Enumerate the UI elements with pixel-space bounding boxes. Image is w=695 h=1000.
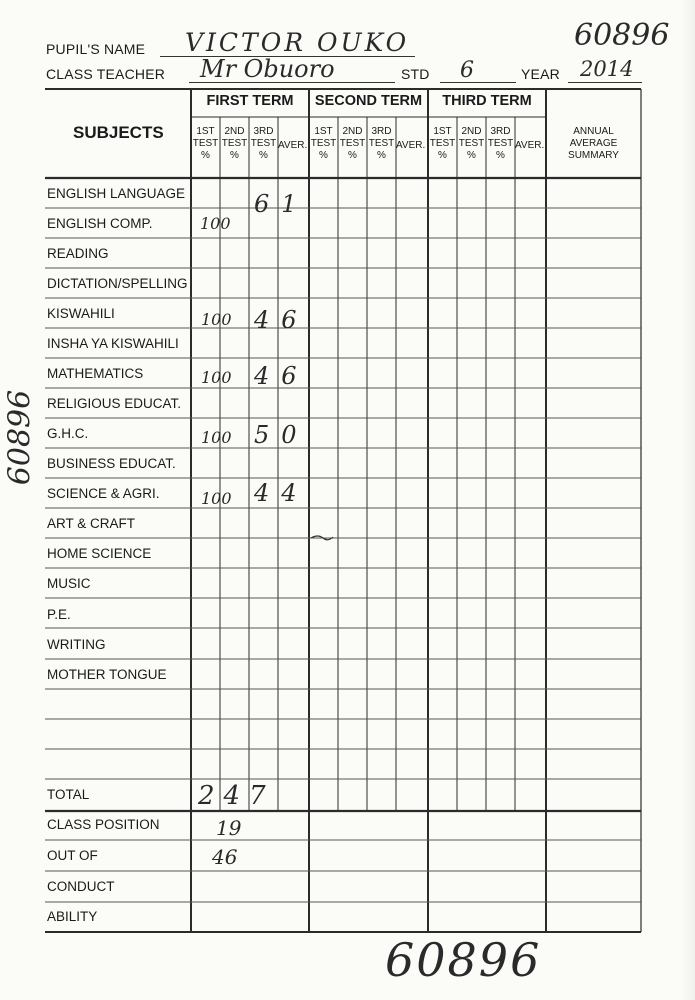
term3-col3-header: 3RD TEST % xyxy=(487,126,514,161)
term1-col1-header: 1ST TEST % xyxy=(192,126,219,161)
subject-science-agri: SCIENCE & AGRI. xyxy=(47,486,160,501)
subject-kiswahili: KISWAHILI xyxy=(47,306,115,321)
year-value[interactable]: 2014 xyxy=(580,57,634,81)
ghc-score[interactable]: 50 xyxy=(254,421,309,449)
subject-mathematics: MATHEMATICS xyxy=(47,366,144,381)
term1-col4-header: AVER. xyxy=(278,140,308,151)
term2-col3-header: 3RD TEST % xyxy=(368,126,395,161)
document-number-bottom: 60896 xyxy=(385,933,542,987)
class-position-label: CLASS POSITION xyxy=(47,817,160,832)
pupil-name-label: PUPIL'S NAME xyxy=(46,41,146,57)
third-term-header: THIRD TERM xyxy=(442,93,532,109)
term2-col4-header: AVER. xyxy=(396,140,426,151)
term3-col2-header: 2ND TEST % xyxy=(458,126,485,161)
std-label: STD xyxy=(401,66,430,82)
english-comp-total[interactable]: 100 xyxy=(200,214,231,233)
subject-home-science: HOME SCIENCE xyxy=(47,546,152,561)
subject-mother-tongue: MOTHER TONGUE xyxy=(47,667,167,682)
second-term-header: SECOND TERM xyxy=(314,93,423,109)
first-term-header: FIRST TERM xyxy=(206,93,294,109)
kiswahili-score[interactable]: 46 xyxy=(254,306,309,334)
mathematics-total[interactable]: 100 xyxy=(201,368,232,387)
subject-english-language: ENGLISH LANGUAGE xyxy=(47,186,186,201)
total-label: TOTAL xyxy=(47,787,90,802)
conduct-label: CONDUCT xyxy=(47,879,115,894)
subject-art-craft: ART & CRAFT xyxy=(47,516,136,531)
english-score[interactable]: 61 xyxy=(254,190,309,218)
subject-insha-ya-kiswahili: INSHA YA KISWAHILI xyxy=(47,336,179,351)
term3-col4-header: AVER. xyxy=(515,140,545,151)
subject-writing: WRITING xyxy=(47,637,106,652)
document-number-top: 60896 xyxy=(574,18,670,53)
page-edge-shadow xyxy=(681,0,695,1000)
term3-col1-header: 1ST TEST % xyxy=(429,126,456,161)
kiswahili-total[interactable]: 100 xyxy=(201,310,232,329)
annual-average-header: ANNUAL AVERAGE SUMMARY xyxy=(568,126,619,161)
pupil-name-value[interactable]: VICTOR OUKO xyxy=(185,28,410,57)
std-value[interactable]: 6 xyxy=(460,58,474,83)
subject-dictation-spelling: DICTATION/SPELLING xyxy=(47,276,188,291)
total-score[interactable]: 247 xyxy=(198,781,275,811)
subject-business-educat: BUSINESS EDUCAT. xyxy=(47,456,176,471)
document-number-side: 60896 xyxy=(2,389,38,486)
term1-col3-header: 3RD TEST % xyxy=(250,126,277,161)
subject-ghc: G.H.C. xyxy=(47,426,89,441)
ability-label: ABILITY xyxy=(47,909,98,924)
out-of-value[interactable]: 46 xyxy=(212,845,238,869)
term2-col2-header: 2ND TEST % xyxy=(339,126,366,161)
class-teacher-label: CLASS TEACHER xyxy=(46,66,166,82)
class-position-value[interactable]: 19 xyxy=(216,816,242,840)
subject-reading: READING xyxy=(47,246,109,261)
science-total[interactable]: 100 xyxy=(201,489,232,508)
out-of-label: OUT OF xyxy=(47,848,98,863)
class-teacher-value[interactable]: Mr Obuoro xyxy=(200,55,335,83)
ghc-total[interactable]: 100 xyxy=(201,428,232,447)
pen-stroke-mark xyxy=(309,530,335,544)
subject-english-comp: ENGLISH COMP. xyxy=(47,216,153,231)
term1-col2-header: 2ND TEST % xyxy=(221,126,248,161)
subjects-title: SUBJECTS xyxy=(73,123,164,142)
mathematics-score[interactable]: 46 xyxy=(254,362,309,390)
subject-pe: P.E. xyxy=(47,607,71,622)
science-score[interactable]: 44 xyxy=(254,479,309,507)
subject-music: MUSIC xyxy=(47,576,91,591)
term2-col1-header: 1ST TEST % xyxy=(310,126,337,161)
subject-religious-educat: RELIGIOUS EDUCAT. xyxy=(47,396,182,411)
year-label: YEAR xyxy=(521,66,560,82)
